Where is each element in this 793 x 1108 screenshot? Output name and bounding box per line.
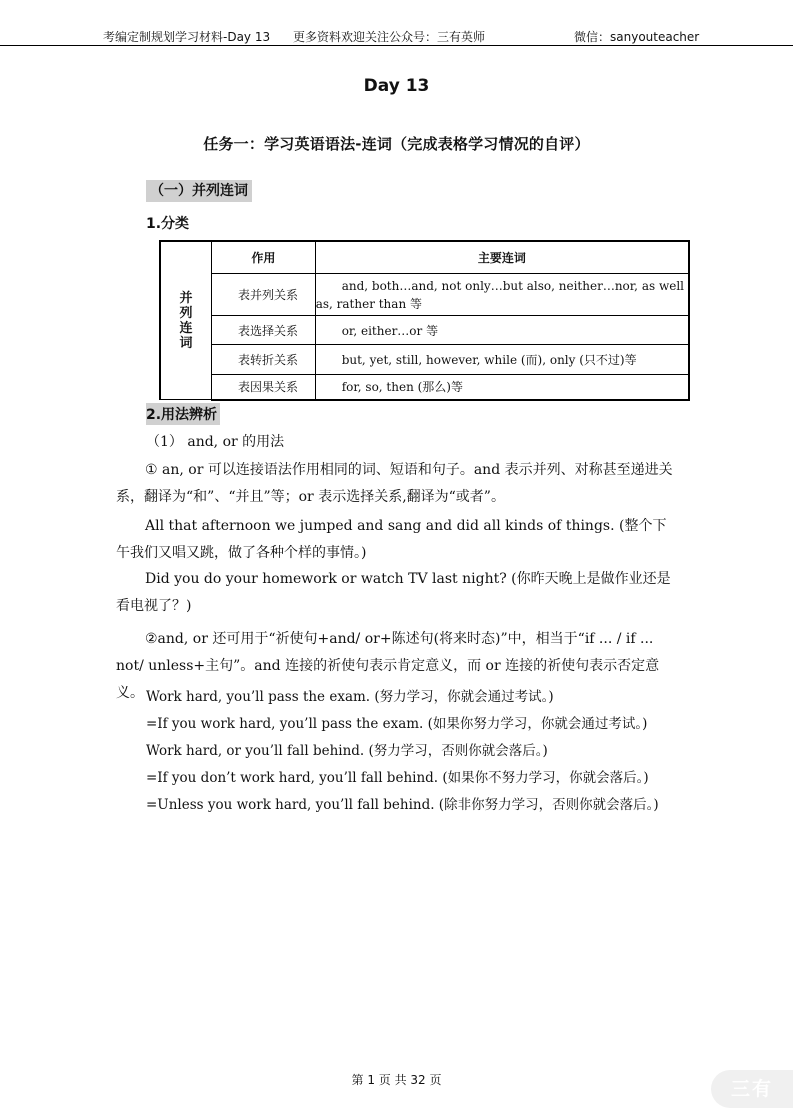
table-row	[160, 375, 689, 400]
example-line: =If you work hard, you’ll pass the exam. (如果你努力学习，你就会通过考试。)	[146, 716, 648, 732]
paragraph-text: All that afternoon we jumped and sang and did all kinds of things. (整个下午我们又唱又跳，做了各种个样的事情。)	[116, 518, 667, 561]
header-left-text: 考编定制规划学习材料-Day 13	[103, 30, 271, 44]
example-paragraph	[116, 566, 676, 620]
conjunction-line: and, both…and, not only…but also, neither…nor, as well	[341, 278, 684, 293]
page-header	[0, 0, 793, 46]
column-header-conjunctions: 主要连词	[315, 241, 689, 274]
side-label-char: 词	[179, 335, 193, 351]
conjunction-cell: but, yet, still, however, while (而), only (只不过)等	[315, 345, 689, 375]
example-line: =If you don’t work hard, you’ll fall behind. (如果你不努力学习，你就会落后。)	[146, 770, 649, 786]
side-label-char: 列	[179, 305, 193, 321]
watermark-badge: 三有	[711, 1070, 793, 1108]
use-cell: 表选择关系	[212, 316, 316, 345]
example-line: Work hard, you’ll pass the exam. (努力学习，你就会通过考试。)	[146, 689, 554, 705]
side-label-char: 并	[179, 290, 193, 306]
day-title: Day 13	[363, 76, 430, 96]
header-right-text: 微信：sanyouteacher	[574, 30, 700, 44]
example-line: =Unless you work hard, you’ll fall behind. (除非你努力学习，否则你就会落后。)	[146, 797, 659, 813]
conjunction-cell	[315, 274, 689, 316]
header-middle-text: 更多资料欢迎关注公众号：三有英师	[293, 30, 486, 44]
paragraph-text: ① an, or 可以连接语法作用相同的词、短语和句子。and 表示并列、对称甚至递进关系，翻译为“和”、“并且”等；or 表示选择关系,翻译为“或者”。	[116, 462, 673, 505]
conjunction-cell: for, so, then (那么)等	[315, 375, 689, 400]
header-rule	[0, 45, 793, 46]
page-footer: 第 1 页 共 32 页	[351, 1073, 442, 1087]
use-cell: 表并列关系	[212, 274, 316, 316]
table-row	[160, 274, 689, 316]
use-cell: 表转折关系	[212, 345, 316, 375]
side-label-cell	[160, 241, 212, 400]
usage-subheading: （1） and, or 的用法	[146, 434, 285, 450]
side-label	[161, 291, 211, 351]
table-row	[160, 316, 689, 345]
table-header-row	[160, 241, 689, 274]
classification-heading: 1.分类	[146, 216, 190, 232]
section-heading: （一）并列连词	[146, 180, 252, 202]
paragraph-text: Did you do your homework or watch TV last night? (你昨天晚上是做作业还是看电视了？)	[116, 571, 671, 614]
use-cell: 表因果关系	[212, 375, 316, 400]
conjunction-line: as, rather than 等	[315, 296, 422, 311]
conjunction-table	[159, 240, 690, 401]
paragraph	[116, 457, 676, 511]
paragraph-text: ②and, or 还可用于“祈使句+and/ or+陈述句(将来时态)”中，相当于“if ... / if ... not/ unless+主句”。and 连接的祈使句表示肯定意义，而 or 连接的祈使句表示否定意义。	[116, 631, 660, 701]
task-title: 任务一：学习英语语法-连词（完成表格学习情况的自评）	[203, 135, 590, 153]
table-row	[160, 345, 689, 375]
example-paragraph	[116, 513, 676, 567]
column-header-use: 作用	[212, 241, 316, 274]
usage-heading: 2.用法辨析	[146, 403, 220, 425]
conjunction-cell: or, either…or 等	[315, 316, 689, 345]
side-label-char: 连	[179, 320, 193, 336]
example-line: Work hard, or you’ll fall behind. (努力学习，否则你就会落后。)	[146, 743, 548, 759]
